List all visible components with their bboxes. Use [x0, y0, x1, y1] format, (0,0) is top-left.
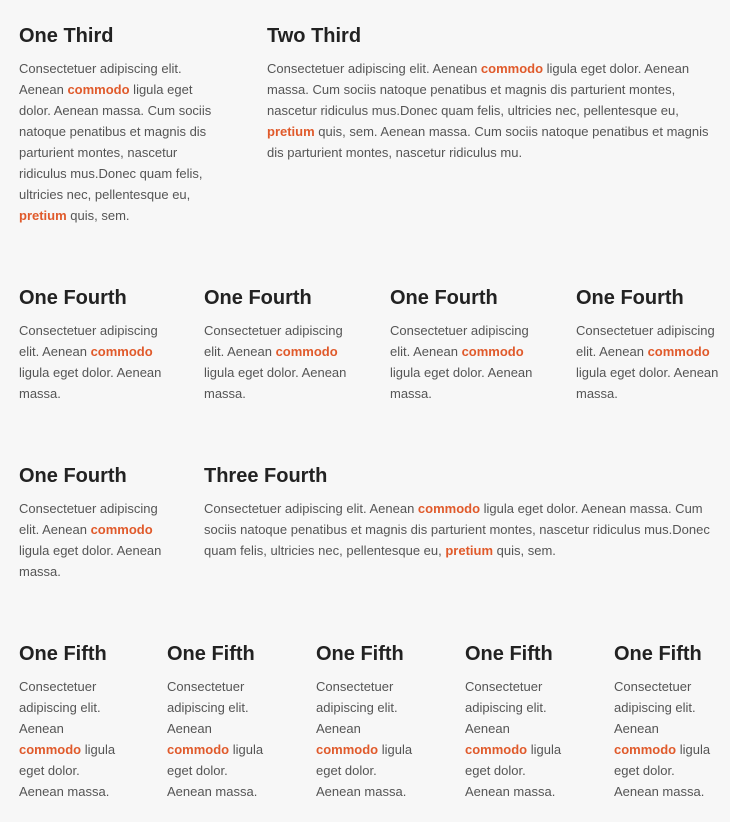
column-heading: One Fourth — [204, 287, 312, 309]
column-heading: Two Third — [267, 25, 362, 47]
column-heading: One Fourth — [576, 287, 684, 309]
column-one-fifth — [465, 642, 570, 802]
column-one-fourth — [19, 464, 169, 582]
column-one-fourth — [204, 286, 354, 404]
column-text: Consectetuer adipiscing elit. Aenean commodo ligula eget dolor. Aenean massa. — [465, 679, 562, 799]
pretium-highlight: pretium — [19, 208, 67, 223]
commodo-highlight: commodo — [614, 742, 677, 757]
column-heading: One Fifth — [316, 643, 404, 665]
column-one-fifth — [167, 642, 272, 802]
column-heading: One Fifth — [614, 643, 702, 665]
column-one-fifth — [614, 642, 719, 802]
pretium-highlight: pretium — [445, 543, 494, 558]
column-text: Consectetuer adipiscing elit. Aenean commodo ligula eget dolor. Aenean massa. — [167, 679, 264, 799]
commodo-highlight: commodo — [275, 344, 338, 359]
column-one-third — [19, 24, 219, 226]
column-heading: One Fourth — [19, 465, 127, 487]
column-one-fifth — [316, 642, 421, 802]
column-heading: One Fourth — [19, 287, 127, 309]
commodo-highlight: commodo — [316, 742, 379, 757]
column-two-third — [267, 24, 719, 163]
column-text: Consectetuer adipiscing elit. Aenean commodo ligula eget dolor. Aenean massa. — [19, 679, 116, 799]
commodo-highlight: commodo — [167, 742, 230, 757]
commodo-highlight: commodo — [465, 742, 528, 757]
commodo-highlight: commodo — [19, 742, 82, 757]
commodo-highlight: commodo — [461, 344, 524, 359]
column-text: Consectetuer adipiscing elit. Aenean commodo ligula eget dolor. Aenean massa. — [19, 501, 162, 579]
column-one-fifth — [19, 642, 124, 802]
column-text: Consectetuer adipiscing elit. Aenean commodo ligula eget dolor. Aenean massa. — [390, 323, 533, 401]
commodo-highlight: commodo — [67, 82, 130, 97]
column-text: Consectetuer adipiscing elit. Aenean commodo ligula eget dolor. Aenean massa. — [19, 323, 162, 401]
column-one-fourth — [390, 286, 540, 404]
commodo-highlight: commodo — [90, 522, 153, 537]
pretium-highlight: pretium — [267, 124, 315, 139]
column-three-fourth — [204, 464, 720, 561]
column-heading: One Third — [19, 25, 114, 47]
column-text: Consectetuer adipiscing elit. Aenean commodo ligula eget dolor. Aenean massa. — [614, 679, 711, 799]
column-text: Consectetuer adipiscing elit. Aenean commodo ligula eget dolor. Aenean massa. Cum sociis natoque penatibus et magnis dis parturient montes, nascetur ridiculus mus.Donec quam felis, ultricies nec, pellentesque eu, pretium quis, sem. — [19, 61, 212, 223]
column-text: Consectetuer adipiscing elit. Aenean commodo ligula eget dolor. Aenean massa. Cum sociis natoque penatibus et magnis dis parturient montes, nascetur ridiculus mus.Donec quam felis, ultricies nec, pellentesque eu, pretium quis, sem. — [204, 501, 710, 558]
column-text: Consectetuer adipiscing elit. Aenean commodo ligula eget dolor. Aenean massa. — [576, 323, 719, 401]
column-heading: One Fifth — [465, 643, 553, 665]
column-heading: Three Fourth — [204, 465, 328, 487]
column-text: Consectetuer adipiscing elit. Aenean commodo ligula eget dolor. Aenean massa. Cum sociis natoque penatibus et magnis dis parturient montes, nascetur ridiculus mus.Donec quam felis, ultricies nec, pellentesque eu, pretium quis, sem. Aenean massa. Cum sociis natoque penatibus et magnis dis parturient montes, nascetur ridiculus mu. — [267, 61, 709, 160]
column-heading: One Fourth — [390, 287, 498, 309]
column-one-fourth — [576, 286, 726, 404]
commodo-highlight: commodo — [90, 344, 153, 359]
column-heading: One Fifth — [19, 643, 107, 665]
commodo-highlight: commodo — [647, 344, 710, 359]
column-one-fourth — [19, 286, 169, 404]
commodo-highlight: commodo — [480, 61, 544, 76]
column-text: Consectetuer adipiscing elit. Aenean commodo ligula eget dolor. Aenean massa. — [316, 679, 413, 799]
column-text: Consectetuer adipiscing elit. Aenean commodo ligula eget dolor. Aenean massa. — [204, 323, 347, 401]
column-heading: One Fifth — [167, 643, 255, 665]
commodo-highlight: commodo — [417, 501, 481, 516]
